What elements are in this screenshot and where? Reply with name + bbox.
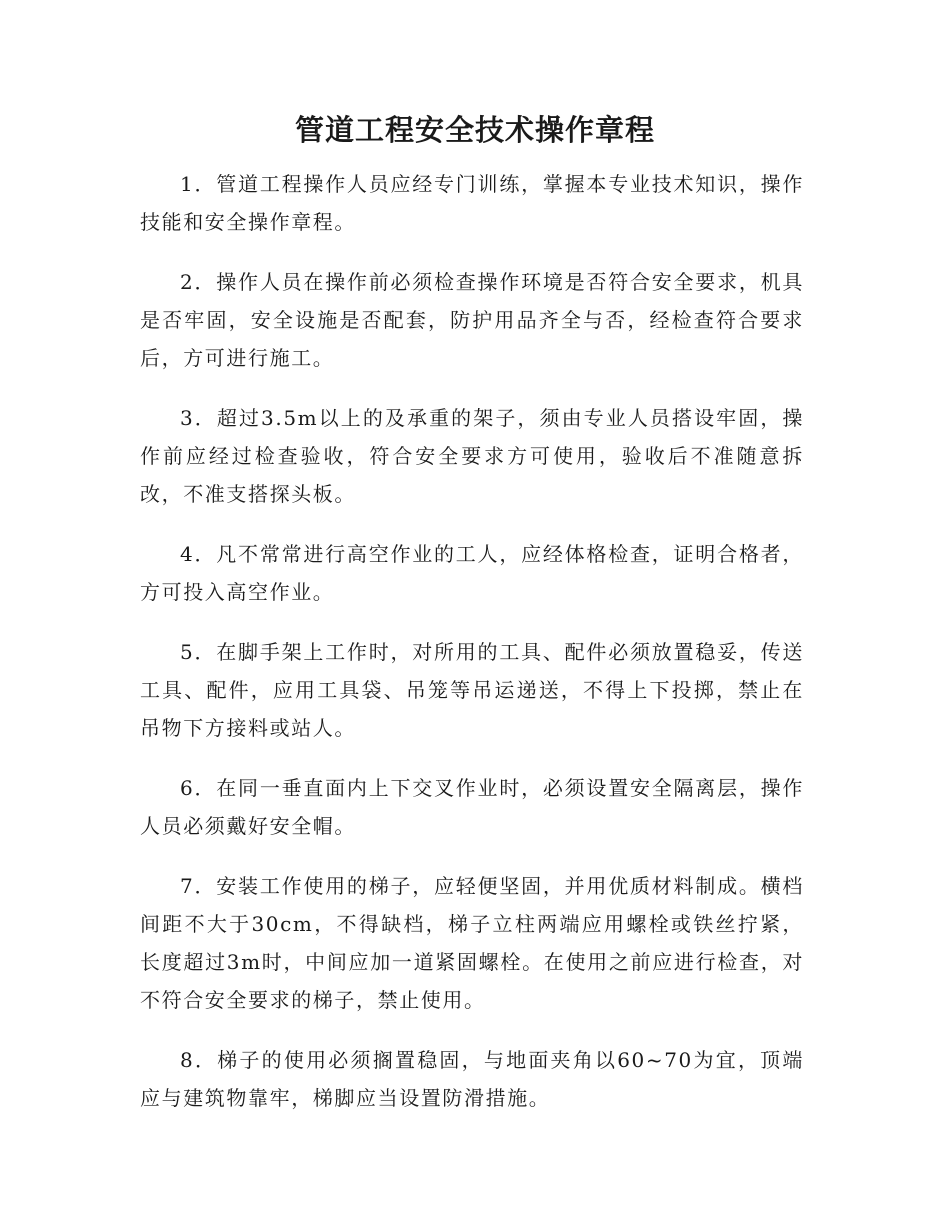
paragraph-4: 4．凡不常常进行高空作业的工人，应经体格检查，证明合格者，方可投入高空作业。 xyxy=(140,542,804,604)
paragraph-8: 8．梯子的使用必须搁置稳固，与地面夹角以60~70为宜，顶端应与建筑物靠牢，梯脚应当设置防滑措施。 xyxy=(140,1048,804,1110)
document-body xyxy=(140,165,804,1139)
paragraph-7: 7．安装工作使用的梯子，应轻便坚固，并用优质材料制成。横档间距不大于30cm，不得缺档，梯子立柱两端应用螺栓或铁丝拧紧，长度超过3m时，中间应加一道紧固螺栓。在使用之前应进行检查，对不符合安全要求的梯子，禁止使用。 xyxy=(140,874,804,1012)
paragraph-5: 5．在脚手架上工作时，对所用的工具、配件必须放置稳妥，传送工具、配件，应用工具袋、吊笼等吊运递送，不得上下投掷，禁止在吊物下方接料或站人。 xyxy=(140,640,804,740)
paragraph-1: 1．管道工程操作人员应经专门训练，掌握本专业技术知识，操作技能和安全操作章程。 xyxy=(140,172,804,234)
paragraph-6: 6．在同一垂直面内上下交叉作业时，必须设置安全隔离层，操作人员必须戴好安全帽。 xyxy=(140,776,804,838)
document-title: 管道工程安全技术操作章程 xyxy=(294,113,655,147)
paragraph-2: 2．操作人员在操作前必须检查操作环境是否符合安全要求，机具是否牢固，安全设施是否配套，防护用品齐全与否，经检查符合要求后，方可进行施工。 xyxy=(140,270,804,370)
paragraph-3: 3．超过3.5m以上的及承重的架子，须由专业人员搭设牢固，操作前应经过检查验收，符合安全要求方可使用，验收后不准随意拆改，不准支搭探头板。 xyxy=(140,406,804,506)
